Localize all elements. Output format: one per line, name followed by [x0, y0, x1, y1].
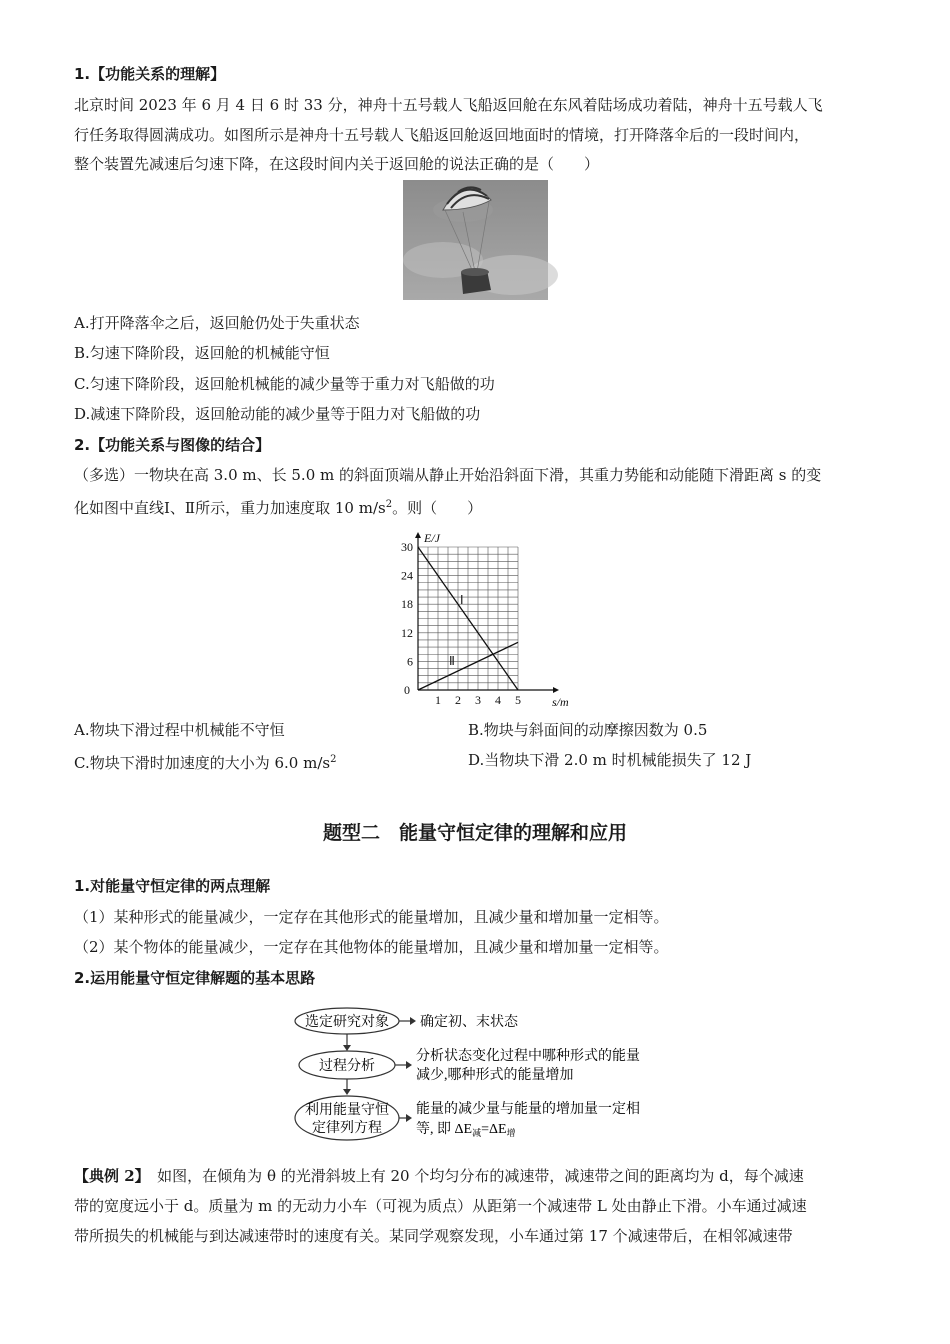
- x-tick-label: 3: [475, 693, 481, 707]
- q1-stem-line1: 北京时间 2023 年 6 月 4 日 6 时 33 分，神舟十五号载人飞船返回舱在东风着陆场成功着陆，神舟十五号载人飞: [74, 96, 823, 114]
- flow-step3-label-line1: 利用能量守恒: [305, 1103, 389, 1118]
- q1-option-c: C.匀速下降阶段，返回舱机械能的减少量等于重力对飞船做的功: [74, 375, 495, 393]
- example-label: 【典例 2】: [74, 1167, 143, 1185]
- q2-heading: 2.【功能关系与图像的结合】: [74, 436, 271, 454]
- flow-step1-label: 选定研究对象: [305, 1015, 389, 1030]
- y-tick-label: 24: [401, 568, 413, 583]
- example-line1: 【典例 2】 如图，在倾角为 θ 的光滑斜坡上有 20 个均匀分布的减速带，减速带之间的距离均为 d，每个减速: [74, 1167, 804, 1185]
- q1-option-a: A.打开降落伞之后，返回舱仍处于失重状态: [74, 314, 360, 332]
- y-axis-label: E/J: [424, 531, 440, 545]
- flow-step2-note-line2: 减少,哪种形式的能量增加: [416, 1068, 574, 1083]
- flow-step2-label: 过程分析: [319, 1059, 375, 1074]
- x-tick-label: 4: [495, 693, 501, 707]
- y-tick-label: 12: [401, 625, 413, 640]
- flow-step1-note: 确定初、末状态: [420, 1015, 518, 1030]
- parachute-capsule-photo: [403, 180, 548, 300]
- y-tick-label: 30: [401, 540, 413, 554]
- point1-heading: 1.对能量守恒定律的两点理解: [74, 877, 271, 895]
- y-tick-label: 18: [401, 597, 413, 612]
- x-axis-label: s/m: [552, 695, 569, 709]
- q1-stem-line3: 整个装置先减速后匀速下降，在这段时间内关于返回舱的说法正确的是（ ）: [74, 155, 600, 173]
- point1-item1: （1）某种形式的能量减少，一定存在其他形式的能量增加，且减少量和增加量一定相等。: [74, 908, 669, 926]
- y-tick-label: 6: [407, 654, 413, 669]
- q2-option-b: B.物块与斜面间的动摩擦因数为 0.5: [468, 721, 708, 739]
- x-axis-arrow: [553, 687, 559, 693]
- example-line3: 带所损失的机械能与到达减速带时的速度有关。某同学观察发现，小车通过第 17 个减速带后，在相邻减速带: [74, 1227, 793, 1245]
- x-tick-label: 1: [435, 693, 441, 707]
- energy-distance-chart: [395, 530, 569, 710]
- flow-step3-note-line1: 能量的减少量与能量的增加量一定相: [416, 1102, 640, 1117]
- flow-step3-note-line2: 等, 即 $\Delta E_减=\Delta E_增$: [416, 1122, 516, 1138]
- example-line2: 带的宽度远小于 d。质量为 m 的无动力小车（可视为质点）从距第一个减速带 L 处由静止下滑。小车通过减速: [74, 1197, 807, 1215]
- q2-option-a: A.物块下滑过程中机械能不守恒: [74, 721, 285, 739]
- q2-option-c: C.物块下滑时加速度的大小为 6.0 $m/s^2$: [74, 754, 337, 772]
- q1-option-b: B.匀速下降阶段，返回舱的机械能守恒: [74, 344, 330, 362]
- flow-step2-note-line1: 分析状态变化过程中哪种形式的能量: [416, 1049, 640, 1064]
- x-tick-label: 5: [515, 693, 521, 707]
- q1-stem-line2: 行任务取得圆满成功。如图所示是神舟十五号载人飞船返回舱返回地面时的情境，打开降落伞后的一段时间内，: [74, 126, 810, 144]
- point2-heading: 2.运用能量守恒定律解题的基本思路: [74, 969, 316, 987]
- section-title: 题型二 能量守恒定律的理解和应用: [322, 822, 627, 844]
- flow-step3-label-line2: 定律列方程: [312, 1121, 382, 1136]
- origin-label: 0: [404, 683, 410, 697]
- q2-stem-line1: （多选）一物块在高 3.0 m、长 5.0 m 的斜面顶端从静止开始沿斜面下滑，其重力势能和动能随下滑距离 s 的变: [74, 466, 822, 484]
- energy-conservation-flowchart: [292, 1005, 672, 1145]
- series-label-1: Ⅰ: [460, 593, 464, 608]
- q1-heading: 1.【功能关系的理解】: [74, 65, 226, 83]
- series-label-2: Ⅱ: [449, 654, 455, 669]
- y-axis-arrow: [415, 532, 421, 538]
- x-tick-label: 2: [455, 693, 461, 707]
- q2-option-d: D.当物块下滑 2.0 m 时机械能损失了 12 J: [468, 751, 752, 769]
- q2-stem-line2: 化如图中直线Ⅰ、Ⅱ所示，重力加速度取 10 $m/s^2$。则（ ）: [74, 499, 483, 517]
- q1-option-d: D.减速下降阶段，返回舱动能的减少量等于阻力对飞船做的功: [74, 405, 481, 423]
- point1-item2: （2）某个物体的能量减少，一定存在其他物体的能量增加，且减少量和增加量一定相等。: [74, 938, 669, 956]
